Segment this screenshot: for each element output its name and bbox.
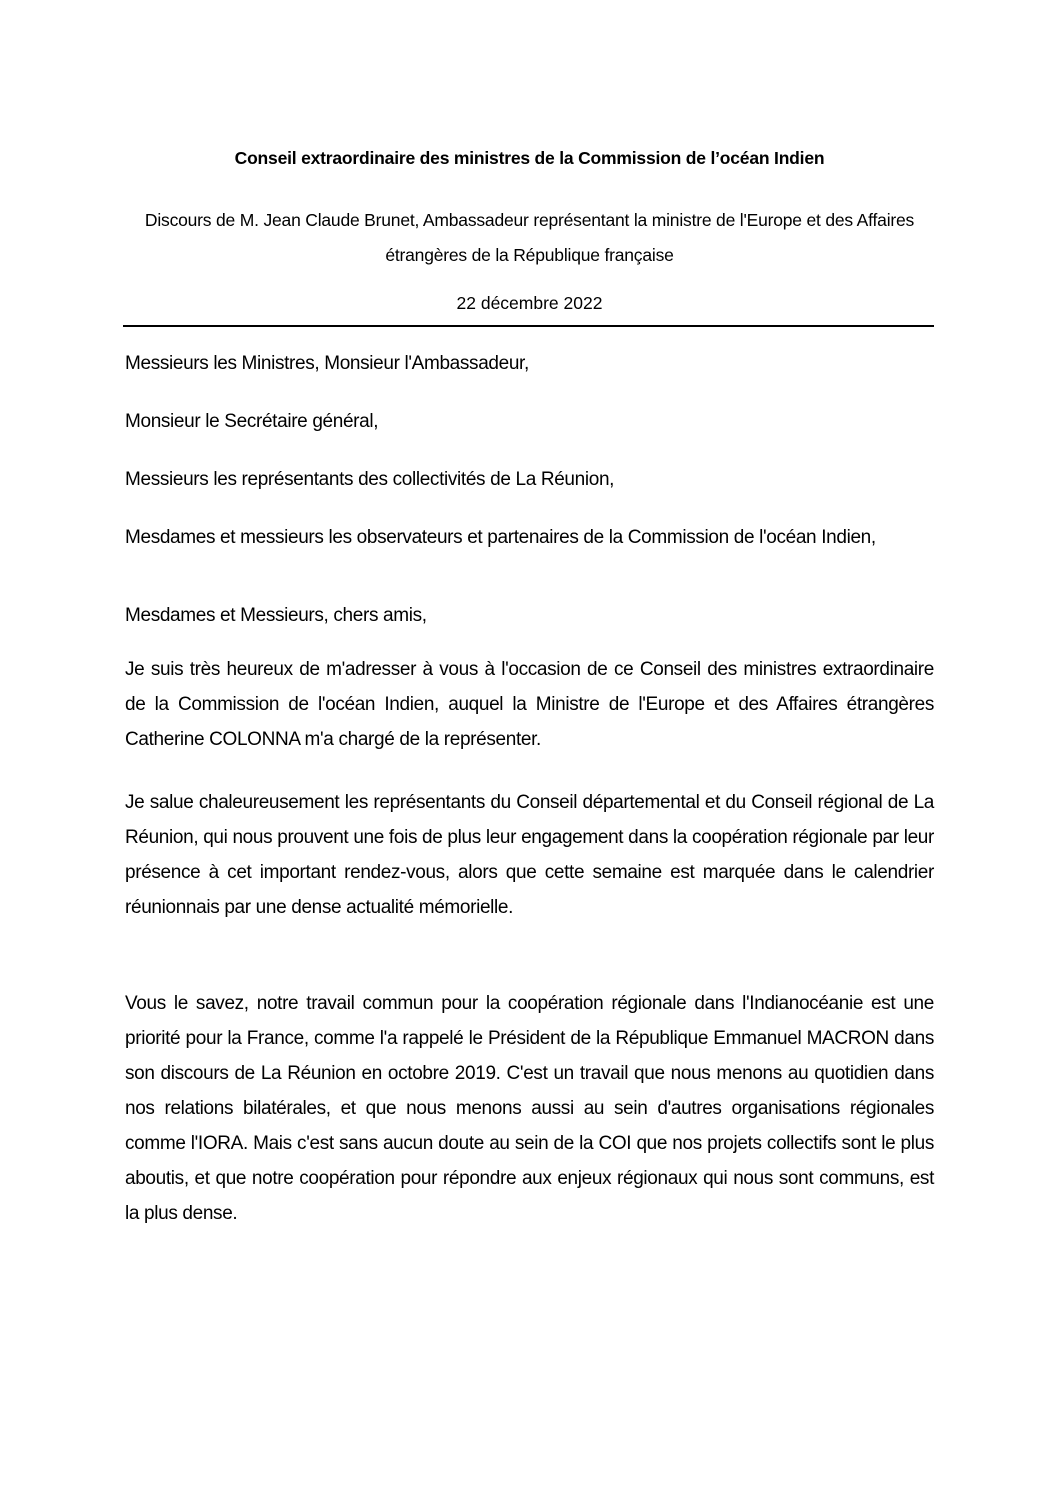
paragraph-text: Vous le savez, notre travail commun pour la coopération régionale dans l'Indianocéanie est une priorité pour la France, comme l'a rappelé le Président de la République Emmanuel MACRON dans son discours de La Réunion en octobre 2019. C'est un travail que nous menons au quotidien dans nos relations bilatérales, et que nous menons aussi au sein d'autres organisations régionales comme l'IORA. Mais c'est sans aucun doute au sein de la COI que nos projets collectifs sont le plus aboutis, et que notre coopération pour répondre aux enjeux régionaux qui nous sont communs, est la plus dense. [125, 993, 934, 1224]
body-paragraph [125, 986, 934, 1231]
header-divider [123, 325, 934, 327]
salutation-line: Mesdames et Messieurs, chers amis, [125, 605, 427, 626]
salutation-line: Messieurs les représentants des collectivités de La Réunion, [125, 469, 615, 490]
document-title: Conseil extraordinaire des ministres de la Commission de l’océan Indien [234, 148, 825, 168]
document-subtitle: Discours de M. Jean Claude Brunet, Ambassadeur représentant la ministre de l'Europe et des Affaires étrangères de la République française [144, 210, 915, 265]
salutation-line: Messieurs les Ministres, Monsieur l'Ambassadeur, [125, 353, 529, 374]
body-paragraph [125, 785, 934, 925]
body-paragraph [125, 652, 934, 757]
paragraph-text: Je suis très heureux de m'adresser à vous à l'occasion de ce Conseil des ministres extraordinaire de la Commission de l'océan Indien, auquel la Ministre de l'Europe et des Affaires étrangères Catherine COLONNA m'a chargé de la représenter. [125, 659, 934, 750]
salutation-line: Monsieur le Secrétaire général, [125, 411, 379, 432]
paragraph-text: Je salue chaleureusement les représentants du Conseil départemental et du Conseil régional de La Réunion, qui nous prouvent une fois de plus leur engagement dans la coopération régionale par leur présence à cet important rendez-vous, alors que cette semaine est marquée dans le calendrier réunionnais par une dense actualité mémorielle. [125, 792, 934, 918]
document-date: 22 décembre 2022 [456, 293, 603, 313]
salutation-line: Mesdames et messieurs les observateurs et partenaires de la Commission de l'océan Indien, [125, 527, 876, 548]
